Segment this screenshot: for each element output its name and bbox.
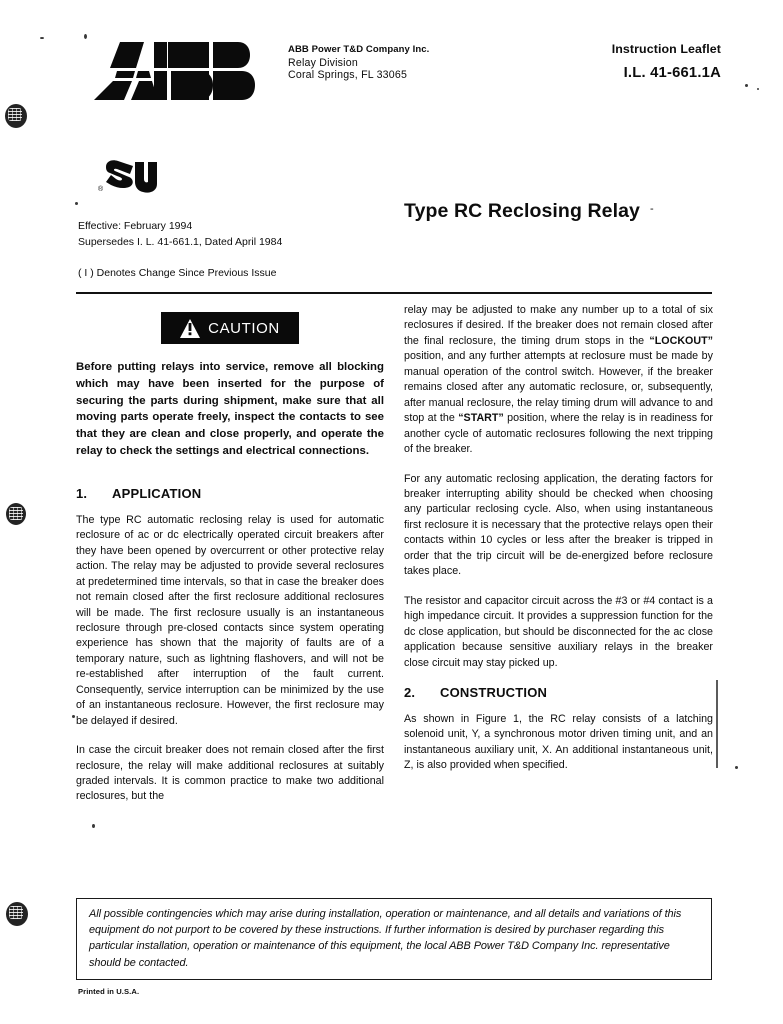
effective-date: Effective: February 1994 [78, 220, 193, 232]
warning-triangle-icon [180, 319, 200, 338]
section-title: CONSTRUCTION [440, 684, 548, 700]
company-address-block [288, 44, 429, 82]
punch-hole-artifact [5, 104, 27, 128]
change-notation: ( I ) Denotes Change Since Previous Issue [78, 267, 277, 279]
paragraph-application-2: In case the circuit breaker does not remain closed after the first reclosure, the relay will make additional reclosures at suitably graded intervals. It is common practice to make two additional reclosures, but the [76, 744, 384, 803]
lockout-term: “LOCKOUT” [649, 334, 713, 347]
printed-in-footer: Printed in U.S.A. [78, 987, 140, 996]
page-title-tail-mark: - [650, 203, 654, 215]
page-title [404, 200, 654, 223]
scan-speck [745, 84, 748, 87]
paragraph-derating-factors: For any automatic reclosing application, the derating factors for breaker interrupting ability should be checked when choosing any particular reclosing cycle. Also, when using instantaneous first reclosure it is necessary that the protective relays open their contacts within 10 cycles or less after the breaker is tripped in order that the trip circuit will be de-energized before reclosure takes place. [404, 472, 713, 578]
continuation-part-2: position, and any further attempts at reclosure must be made by manual operation of the control switch. However, if the breaker remains closed after any automatic reclosure, or, subsequently, after manual reclosure, the relay timing drum will advance to and stop at the [404, 350, 713, 425]
abb-logo-icon [92, 40, 264, 102]
scan-speck [75, 202, 78, 205]
scan-speck [735, 766, 738, 769]
company-address: Coral Springs, FL 33065 [288, 69, 408, 82]
disclaimer-text: All possible contingencies which may arise during installation, operation or maintenance, and all details and variations of this equipment do not purport to be covered by these instructions. If further information is desired by purchaser regarding this particular installation, operation or maintenance of this equipment, the local ABB Power T&D Company Inc. representative should be contacted. [89, 908, 682, 969]
right-column [404, 303, 713, 774]
instruction-leaflet-label: Instruction Leaflet [611, 42, 721, 56]
scan-edge-line [716, 680, 718, 768]
scan-speck [72, 715, 75, 718]
page-title-text: Type RC Reclosing Relay [404, 200, 641, 222]
supersedes-note: Supersedes I. L. 41-661.1, Dated April 1984 [78, 235, 283, 248]
paragraph-resistor-capacitor: The resistor and capacitor circuit across the #3 or #4 contact is a high impedance circuit. It provides a suppression function for the dc close application, but should be disconnected for the ac close application because sensitive auxiliary relays in the breaker close circuit may stay picked up. [404, 594, 713, 669]
instruction-leaflet-block [612, 42, 721, 81]
registered-trademark-symbol: ® [98, 186, 104, 193]
company-name: ABB Power T&D Company Inc. [288, 44, 430, 55]
effective-date-block [78, 219, 282, 250]
section-heading-application [76, 486, 384, 501]
continuation-part-1: relay may be adjusted to make any number up to a total of six reclosures if desired. If the breaker does not remain closed after the final reclosure, the timing drum stops in the [404, 304, 713, 347]
section-number: 1. [76, 485, 88, 501]
company-division: Relay Division [288, 56, 358, 69]
section-number: 2. [404, 684, 416, 700]
scan-speck [40, 37, 44, 39]
disclaimer-box [76, 898, 712, 980]
instruction-leaflet-number: I.L. 41-661.1A [623, 65, 721, 81]
punch-hole-artifact [6, 503, 26, 525]
punch-hole-artifact [6, 902, 28, 926]
start-term: “START” [458, 412, 504, 425]
ul-listed-mark-icon [103, 158, 159, 198]
paragraph-construction-1: As shown in Figure 1, the RC relay consists of a latching solenoid unit, Y, a synchronous motor driven timing unit, and an instantaneous auxiliary unit, X. An additional instantaneous unit, Z, is also provided when specified. [404, 712, 713, 772]
scan-speck [92, 824, 95, 828]
caution-label: CAUTION [208, 319, 280, 337]
scan-speck [84, 34, 87, 39]
header-divider [76, 292, 712, 294]
caution-banner [161, 312, 299, 344]
paragraph-reclosure-continuation [404, 303, 713, 458]
section-title: APPLICATION [112, 485, 202, 501]
scan-speck [757, 88, 759, 90]
paragraph-application-1: The type RC automatic reclosing relay is used for automatic reclosure of ac or dc electrically operated circuit breakers after they have been opened by overcurrent or other protective relay action. The relay may be adjusted to provide several reclosures at predetermined time intervals, so that in case the breaker does not remain closed after the first reclosure additional reclosures will be made. The first reclosure usually is an instantaneous reclosure through pre-closed contacts since system operating experience has shown that the majority of faults are of a temporary nature, such as lightning flashovers, and will not be re-established after interruption of the fault current. Consequently, service interruption can be minimized by the use of an instantaneous reclosure. However, the first reclosure may be delayed if desired. [76, 513, 384, 727]
continuation-part-3: position, where the relay is in readiness for another cycle of automatic reclosures following the next tripping of the breaker. [404, 412, 713, 456]
caution-text: Before putting relays into service, remove all blocking which may have been inserted for the purpose of securing the parts during shipment, make sure that all moving parts operate freely, inspect the contacts to see that they are clean and close properly, and operate the relay to check the settings and electrical connections. [76, 361, 384, 457]
section-heading-construction [404, 685, 713, 700]
left-column [76, 303, 384, 805]
